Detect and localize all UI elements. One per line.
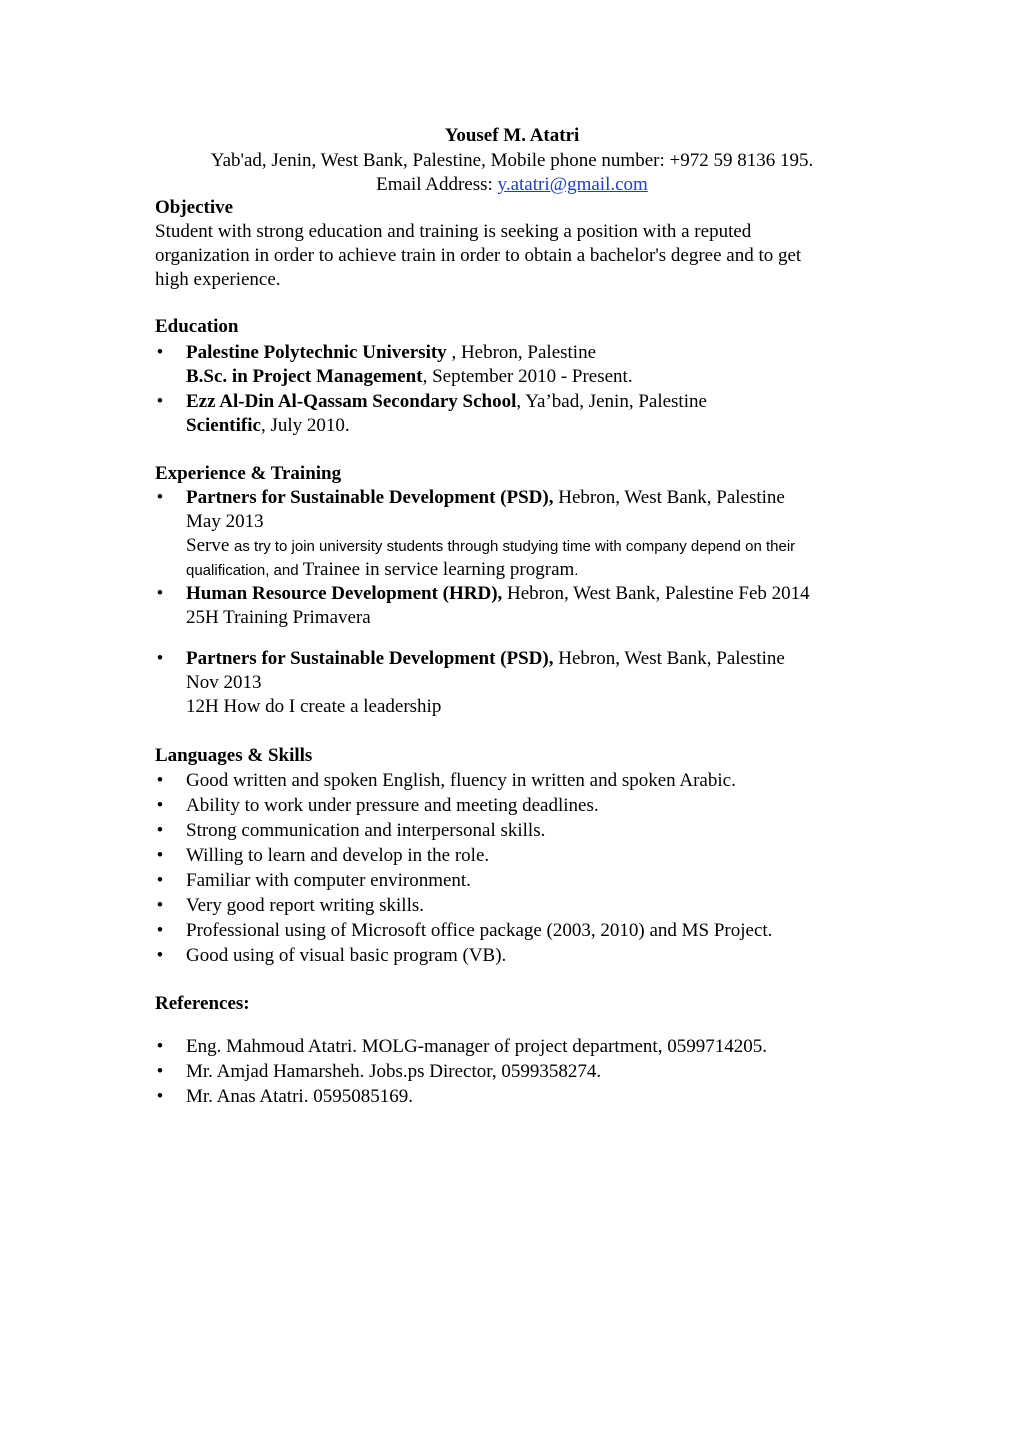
email-label: Email Address: xyxy=(376,174,498,195)
organization-location: Hebron, West Bank, Palestine xyxy=(553,648,785,669)
address-line: Yab'ad, Jenin, West Bank, Palestine, Mobile phone number: +972 59 8136 195. xyxy=(210,149,814,171)
references-heading: References: xyxy=(155,993,250,1014)
experience-date: Nov 2013 xyxy=(186,672,262,693)
degree-dates: , September 2010 - Present. xyxy=(422,366,633,387)
experience-desc: as try to join university students through studying time with company depend on their xyxy=(234,538,796,555)
bullet-icon: • xyxy=(156,920,164,941)
skills-heading: Languages & Skills xyxy=(155,745,313,766)
degree-dates: , July 2010. xyxy=(260,415,350,436)
school-name: Palestine Polytechnic University xyxy=(186,342,447,363)
skills-list xyxy=(155,768,895,968)
bullet-icon: • xyxy=(156,1086,164,1107)
experience-date: May 2013 xyxy=(186,511,264,532)
experience-heading: Experience & Training xyxy=(155,463,342,484)
bullet-icon: • xyxy=(156,342,164,363)
education-heading: Education xyxy=(155,316,239,337)
experience-desc-trainee: Trainee in service learning program xyxy=(302,559,575,580)
organization-location: Hebron, West Bank, Palestine Feb 2014 xyxy=(502,583,810,604)
skill-item xyxy=(155,843,895,868)
skill-item xyxy=(155,893,895,918)
resume-body xyxy=(155,196,895,1109)
school-location: , Ya’bad, Jenin, Palestine xyxy=(516,391,707,412)
bullet-icon: • xyxy=(156,1061,164,1082)
organization-name: Partners for Sustainable Development (PSD), xyxy=(186,487,554,508)
objective-line: high experience. xyxy=(155,269,281,290)
school-name: Ezz Al-Din Al-Qassam Secondary School xyxy=(186,391,517,412)
experience-item xyxy=(155,647,895,719)
training-title: 25H Training Primavera xyxy=(186,607,371,628)
bullet-icon: • xyxy=(156,770,164,791)
experience-desc: qualification, and xyxy=(186,562,303,579)
bullet-icon: • xyxy=(156,820,164,841)
bullet-icon: • xyxy=(156,945,164,966)
reference-item xyxy=(155,1034,895,1059)
references-list xyxy=(155,1034,895,1109)
reference-item xyxy=(155,1084,895,1109)
experience-list xyxy=(155,486,895,719)
skill-item xyxy=(155,918,895,943)
objective-text xyxy=(155,220,895,292)
skill-item xyxy=(155,868,895,893)
bullet-icon: • xyxy=(156,648,164,669)
training-title: 12H How do I create a leadership xyxy=(186,696,442,717)
skill-text: Very good report writing skills. xyxy=(186,895,425,916)
skill-text: Good using of visual basic program (VB). xyxy=(186,945,507,966)
reference-text: Mr. Anas Atatri. 0595085169. xyxy=(186,1086,413,1107)
skill-item xyxy=(155,943,895,968)
bullet-icon: • xyxy=(156,870,164,891)
bullet-icon: • xyxy=(156,845,164,866)
experience-desc-serve: Serve xyxy=(186,535,235,556)
objective-heading: Objective xyxy=(155,197,234,218)
skill-item xyxy=(155,768,895,793)
bullet-icon: • xyxy=(156,583,164,604)
email-line xyxy=(0,173,1024,198)
email-link[interactable]: y.atatri@gmail.com xyxy=(497,174,648,195)
organization-name: Human Resource Development (HRD), xyxy=(186,583,503,604)
skill-item xyxy=(155,818,895,843)
reference-item xyxy=(155,1059,895,1084)
skill-text: Professional using of Microsoft office package (2003, 2010) and MS Project. xyxy=(186,920,773,941)
school-location: , Hebron, Palestine xyxy=(446,342,597,363)
degree-name: Scientific xyxy=(186,415,261,436)
bullet-icon: • xyxy=(156,391,164,412)
organization-location: Hebron, West Bank, Palestine xyxy=(553,487,785,508)
experience-item xyxy=(155,486,895,582)
experience-desc-end: . xyxy=(574,562,579,579)
education-list xyxy=(155,341,895,438)
experience-item xyxy=(155,582,895,630)
education-item xyxy=(155,341,895,389)
candidate-name: Yousef M. Atatri xyxy=(444,125,580,146)
education-item xyxy=(155,390,895,438)
skill-item xyxy=(155,793,895,818)
bullet-icon: • xyxy=(156,795,164,816)
skill-text: Ability to work under pressure and meeting deadlines. xyxy=(186,795,599,816)
bullet-icon: • xyxy=(156,487,164,508)
skill-text: Willing to learn and develop in the role. xyxy=(186,845,490,866)
objective-line: organization in order to achieve train in order to obtain a bachelor's degree and to get xyxy=(155,245,802,266)
bullet-icon: • xyxy=(156,895,164,916)
resume-header xyxy=(0,124,1024,198)
bullet-icon: • xyxy=(156,1036,164,1057)
reference-text: Eng. Mahmoud Atatri. MOLG-manager of project department, 0599714205. xyxy=(186,1036,767,1057)
skill-text: Strong communication and interpersonal skills. xyxy=(186,820,546,841)
degree-name: B.Sc. in Project Management xyxy=(186,366,423,387)
reference-text: Mr. Amjad Hamarsheh. Jobs.ps Director, 0599358274. xyxy=(186,1061,602,1082)
skill-text: Familiar with computer environment. xyxy=(186,870,471,891)
objective-line: Student with strong education and training is seeking a position with a reputed xyxy=(155,221,752,242)
organization-name: Partners for Sustainable Development (PSD), xyxy=(186,648,554,669)
skill-text: Good written and spoken English, fluency in written and spoken Arabic. xyxy=(186,770,736,791)
